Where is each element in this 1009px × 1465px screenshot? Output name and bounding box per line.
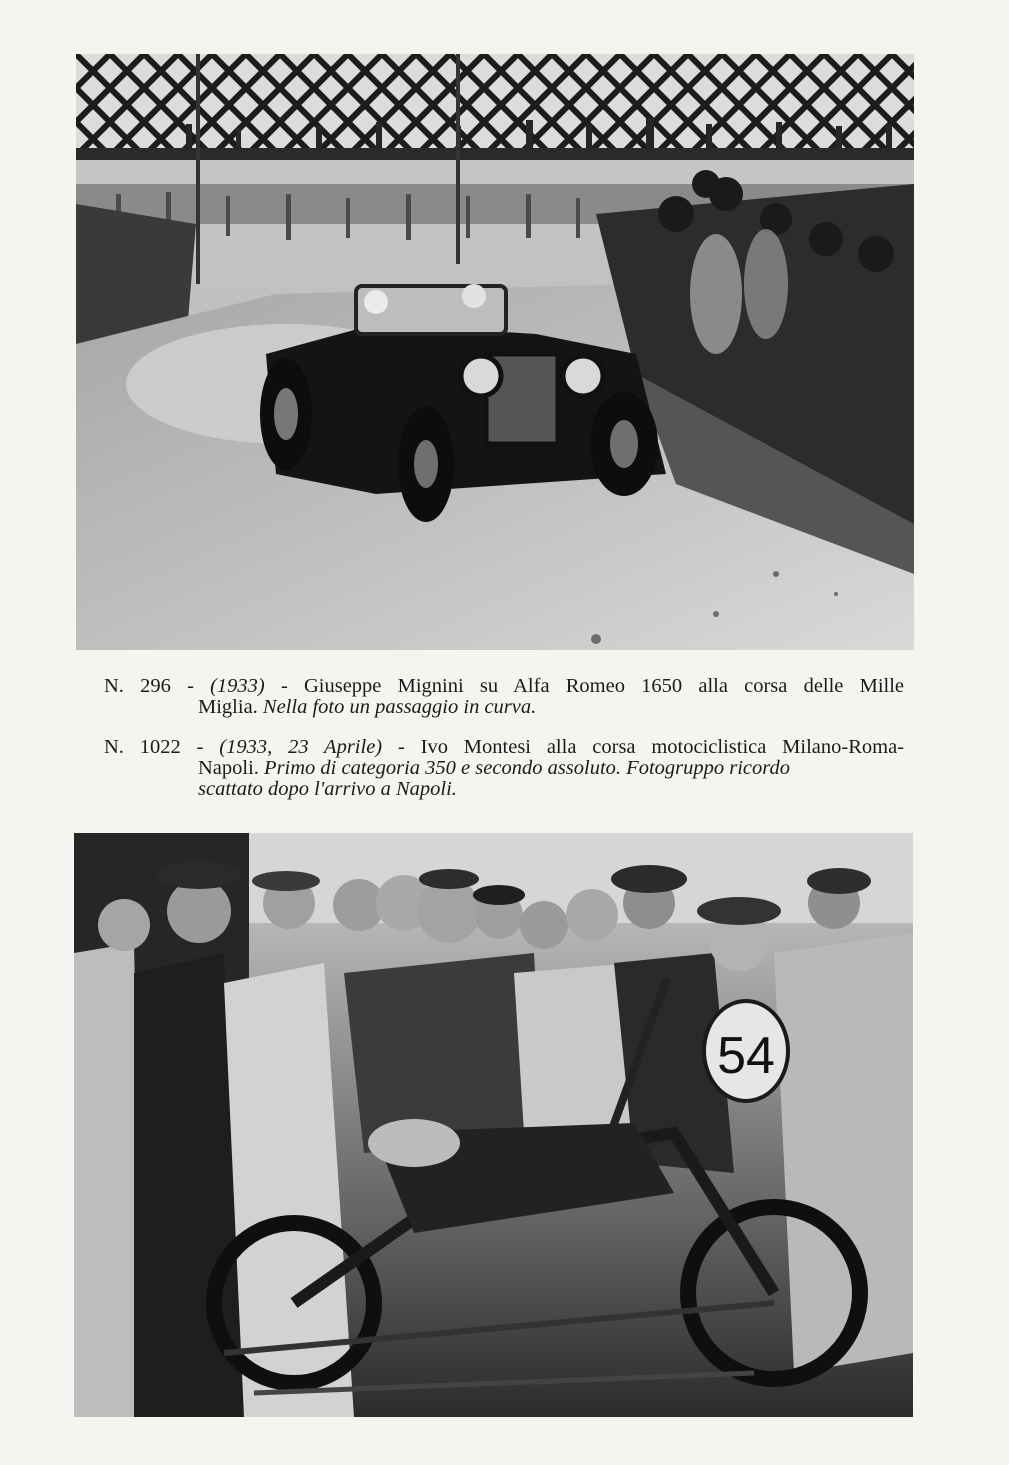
- caption-296-line-1: [104, 676, 904, 697]
- caption-text-continued: Napoli.: [198, 757, 259, 779]
- caption-separator: -: [264, 675, 304, 697]
- caption-separator: -: [382, 736, 421, 758]
- caption-1022: [104, 737, 904, 800]
- caption-1022-line-1: [104, 737, 904, 758]
- caption-date: (1933, 23 Aprile): [219, 736, 383, 758]
- caption-296: [104, 676, 904, 718]
- caption-296-line-2: [104, 697, 904, 718]
- photo-car-race: [76, 54, 914, 650]
- caption-1022-line-2: [104, 758, 904, 779]
- caption-1022-line-3: scattato dopo l'arrivo a Napoli.: [198, 778, 457, 800]
- photo-motorcycle-group-image: [74, 833, 913, 1417]
- race-number-plate: [704, 1001, 788, 1101]
- caption-text: Giuseppe Mignini su Alfa Romeo 1650 alla corsa delle Mille: [303, 675, 905, 697]
- captions: [104, 676, 904, 819]
- caption-italic-text: Primo di categoria 350 e secondo assoluto. Fotogruppo ricordo: [264, 757, 790, 779]
- caption-text: Ivo Montesi alla corsa motociclistica Milano-Roma-: [420, 736, 905, 758]
- caption-number: N. 1022: [104, 736, 181, 758]
- caption-separator: -: [180, 736, 220, 758]
- race-number: 54: [717, 1027, 775, 1085]
- photo-motorcycle-group: [74, 833, 913, 1417]
- caption-separator: -: [170, 675, 211, 697]
- photo-car-race-image: [76, 54, 914, 650]
- caption-date: (1933): [210, 675, 265, 697]
- caption-number: N. 296: [104, 675, 171, 697]
- caption-text-continued: Miglia.: [198, 696, 258, 718]
- caption-italic-text: Nella foto un passaggio in curva.: [262, 696, 537, 718]
